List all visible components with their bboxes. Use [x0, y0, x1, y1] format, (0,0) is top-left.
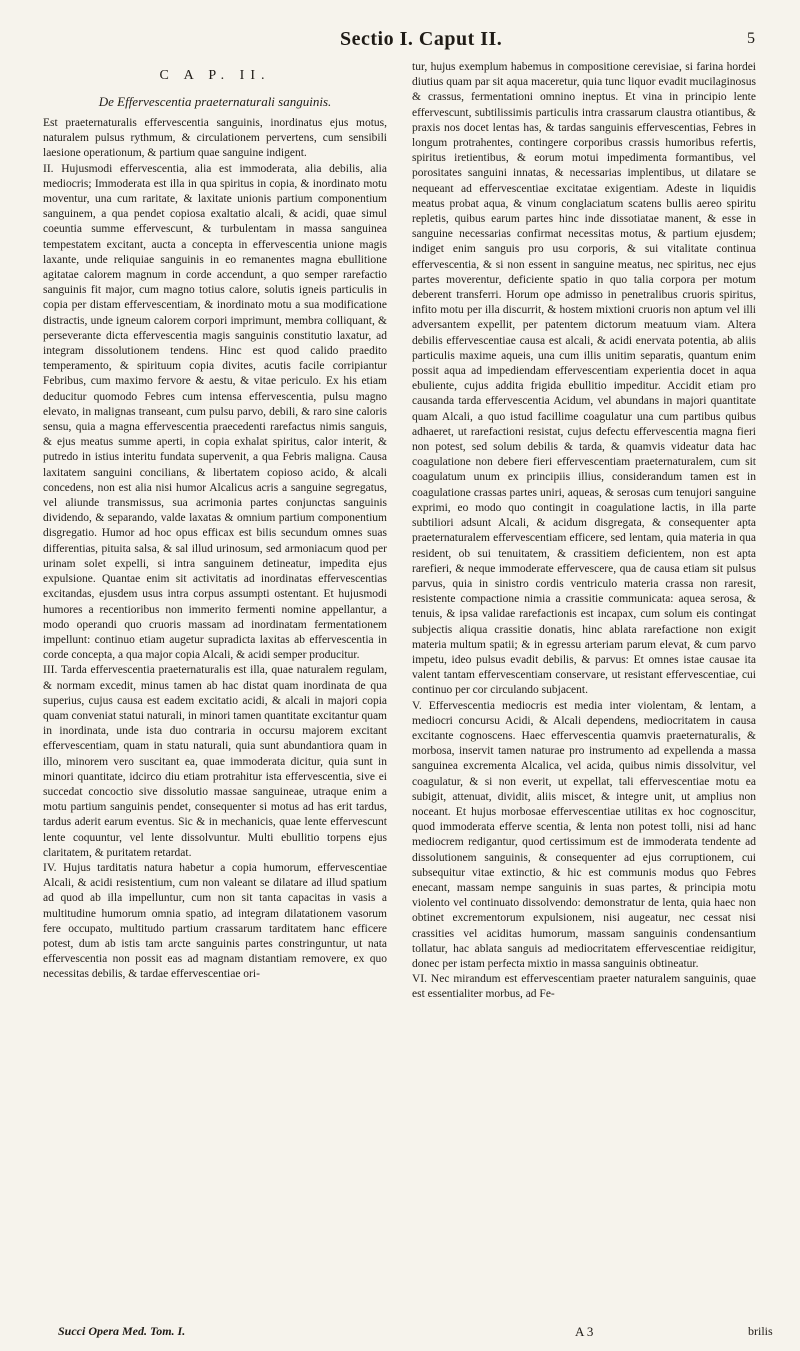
left-column	[43, 60, 387, 983]
chapter-heading: C A P. II.	[159, 68, 271, 83]
paragraph-section-5: V. Effervescentia mediocris est media inter violentam, & lentam, a mediocri concursu Acidi, & Alcali dependens, mediocritatem in causa excitante cognoscens. Haec effervescentia quamvis praeternaturalis, & morbosa, inservit tamen naturae pro instrumento ad expellenda a massa sanguinea excrementa Alcalica, vel acida, quibus nimis dissolvitur, vel coagulatur, & si non everit, ut expellat, tali effervescentiae motu ea subigit, attenuat, dividit, aliis miscet, & integre unit, ut amplius non noceant. Et hujus morbosae effervescentiae utilitas ex hoc cognoscitur, quod immoderata efferve scentia, & lenta non potest tolli, nisi ad hanc mediocrem redigantur, quod certissimum est de immoderata tendente ad dissolutionem sanguinis, & consequenter ad ejus corruptionem, cui subsequitur vitae extinctio, & hic est communis modus quo Febres enecant, massam nempe sanguinis in suas partes, & principia motu violento vel continuato dissolvendo: demonstratur de lenta, quia haec non obtinet excrementorum expulsionem, nisi augeatur, nec cessat nisi crassities vel aciditas humorum, massam sanguinis condensantium tollatur, hac ablata sanguis ad mediocritatem effervescentiae reidigitur, donec per istam perfecta mixtio in massa sanguinis obtineatur.	[412, 699, 756, 970]
catchword: brilis	[748, 1324, 773, 1338]
footer-work-title: Succi Opera Med. Tom. I.	[58, 1324, 186, 1338]
right-column	[412, 60, 756, 1003]
paragraph-section-4: IV. Hujus tarditatis natura habetur a copia humorum, effervescentiae Alcali, & acidi resistentium, cum non valeant se dilatare ad illud spatium ad quod ab illa impelluntur, cum non sit tanta capacitas in vasis a multitudine humorum omnia spatio, ad integram dilatationem vasorum fere occupato, multitudo partium crassarum tarditatem hanc efficere potest, dum ab istis tam arcte sanguinis partes constringuntur, ut nata effervescentia non possit eas ad magnam distantiam removere, ex quo necessitas debilis, & tardae effervescentiae ori-	[43, 861, 387, 981]
paragraph-continuation: tur, hujus exemplum habemus in compositione cerevisiae, si farina hordei diutius quam par sit aqua maceretur, quia tunc liquor evadit mucilaginosus & crassus, fermentationi omnino ineptus. Et vina in principio lente effervescunt, subtilissimis particulis intra crassarum claustra otiantibus, & praxis nos docet lentas has, & tardas sanguinis effervescentias, Febres in longum protrahentes, contingere corporibus crassis humoribus refertis, spiritus iretientibus, & eorum motui impedimenta formantibus, vel porositates sanguini innatas, & necessarias implentibus, ut dilatare se nequeant ad effervescentiae excitatae exigentiam. Adeste in liquidis meatus probat aqua, & vinum conglaciatum scatens bullis aereo spiritu repletis, quibus earum partes hinc inde dissotiatae manent, & esse in sanguine necessarias confirmat necessitas motus, & partium ejusdem; indiget enim sanguis pro usu corporis, & sui vitalitate continua effervescentia, & si non essent in sanguine meatus, nec spiritus, nec ejus partes moverentur, deficiente spatio in quo talia corpora per motum deberent transferri. Horum ope admisso in penetralibus cruoris spiritus, infito motu per illa discurrit, & hostem mixtioni cruoris non aptum vel illi adversantem expellit, per patentem dictorum meatuum viam. Altera debilis effervescentiae causa est alcali, & acidi enervata potentia, ab aliis particulis maxime aqueis, una cum illis unitim separatis, quantum enim possit aqua ad impediendam effervescentiam experientia docet in aqua ebuliente, cujus addita frigida ebullitio impeditur. Accidit etiam pro causanda tarda effervescentia Acidum, vel abundans in majori quantitate quam Alcali, a quo istud facillime coagulatur una cum partibus quibus adhaeret, ut rarefactioni resistat, cujus defectu effervescentia magna fieri non potest, sed solum debilis & tarda, & quamvis videatur data hac coagulatione non debere fieri effervescentiam praeternaturalem, cum sit coagulatum unum ex principiis illius, considerandum tamen est in coagulatione crassas partes uniri, aqueas, & serosas cum tenujori sanguine exprimi, eo modo quo contingit in coagulatione lactis, in illa parte subtiliori adsunt Alcali, & acidum disgregata, & consequenter apta praeternaturalem effervescentiam efficere, sed lentam, quia materia in qua resident, ob sui tenuitatem, & crassitiem deficientem, non est apta rarefieri, & neque immoderate effervescere, qua de causa etiam sit pulsus parvus, quia in sinistro cordis ventriculo materia crassa non raresit, resistente compactione nimia a crassitie communicata: aquea serosa, & tenuis, & ipsa validae rarefactionis est incapax, cum solum eis contingat subjectis aliqua crassitie donatis, hinc ablata rarefactione non exigit materia multum spatii; & in egressu arteriam parum elevat, & cum parvo impetu, ideo pulsus evadit debilis, & parvus: Et omnes istae causae ita valent tantam effervescentiam conservare, ut resistant effervescentiae, cui continuo per cor circulando subjacent.	[412, 61, 756, 697]
chapter-title: De Effervescentia praeternaturali sanguinis.	[98, 94, 332, 109]
paragraph-section-2: II. Hujusmodi effervescentia, alia est immoderata, alia debilis, alia mediocris; Immoderata est illa in qua spiritus in copia, & inordinato motu moventur, una cum raritate, & laxitate unionis partium componentium sanguinem, a qua pendet copiosa exaltatio alcali, & acidi, quae simul coeuntia summe effervescunt, & turbulentam in massa sanguinea tempestatem excitant, aucta a concepta in effervescentia unione magis laxante, unde reliquiae sanguinis in eo remanentes magna ebullitione agitatae calorem magnum in corde accendunt, a quo semper rarefactio sanguinis fit major, cum magno totius calore, solutis igneis particulis in copia per distam effervescentiam, & inordinato motu a sua modificatione distractis, unde igneum calorem corpori imprimunt, membra colliquant, & perseverante dicta effervescentia magis sanguinis constitutio laxatur, ad integram dissolutionem tendens. Hinc est quod calido praedito temperamento, & spirituum copia divites, acutis facile corripiantur Febribus, cum maximo fervore & aestu, & vitae periculo. Ex his etiam deducitur quomodo Febres cum intensa effervescentia, pulsu magno elevato, in malignas transeant, cum pulsu parvo, debili, & raro sine caloris sensu, quia a magna effervescentia praecedenti rarefactus nimis sanguis, & ejus meatus summe aperti, in copia exhalat spiritus, calor interit, & putredo in istius interitu fundata supervenit, a qua Febris maligna. Causa laxitatem sanguini concilians, & libertatem copioso acido, & alcali concedens, non est alia nisi humor Alcalicus acris a sanguine segregatus, vel aliunde transmissus, sua acrimonia partes conjunctas sanguinis dividendo, & separando, valde laxatas & omnium partium componentium disgregatio. Humor ad hoc opus efficax est bilis secundum omnes suas differentias, pituita salsa, & sal illud urinosum, sed armoniacum quod per urinam solet expelli, si intra sanguinem detineatur, impedita ejus expulsione. Quantae enim sit activitatis ad inordinatas effervescentias excitandas, ejusdem usus intra corpus assumpti ostentant. Et hujusmodi humores a recentioribus non immerito fermenti nomine appellantur, a modo operandi quo cruoris massam ad inordinatam fermentationem impellunt: continuo etiam augetur supradicta laxitas ab effervescentia in corde concepta, a qua major copia Alcali, & acidi semper producitur.	[43, 162, 387, 662]
page-number: 5	[747, 30, 755, 47]
signature-mark: A 3	[575, 1324, 594, 1339]
paragraph-definition: Est praeternaturalis effervescentia sanguinis, inordinatus ejus motus, naturalem pulsus rythmum, & circulationem pervertens, cum sensibili laesione operationum, & partium quae sanguine indigent.	[43, 117, 387, 160]
paragraph-section-3: III. Tarda effervescentia praeternaturalis est illa, quae naturalem regulam, & normam excedit, minus tamen ab hac distat quam inordinata de qua superius, cujus causa est eadem excitatio acidi, & alcali in majori copia quam conveniat statui naturali, in minori tamen quantitate excitantur quam in inordinata, unde ista duo contraria in occursu majorem excitant effervescentiam, quam in statu naturali, quia sunt abundantiora quam in illo, minorem vero suscitant ea, quae immoderata dicitur, quia sunt in minori quantitate, idcirco diu etiam protrahitur ista effervescentia, sive ei succedat concoctio sive dissolutio massae sanguineae, utraque enim a motu partium sanguinis pendet, consequenter si motus ad has erit tardus, tardus aderit earum eventus. Sic & in mechanicis, quae lente effervescunt lente coquuntur, vel lente dissolvuntur. Multi ebullitio torpens ejus claritatem, & puritatem retardat.	[43, 664, 387, 859]
running-head-title: Sectio I. Caput II.	[340, 28, 503, 50]
running-head	[0, 28, 800, 52]
paragraph-section-6: VI. Nec mirandum est effervescentiam praeter naturalem sanguinis, quae est essentialiter morbus, ad Fe-	[412, 973, 756, 1001]
page-footer	[0, 1324, 800, 1342]
